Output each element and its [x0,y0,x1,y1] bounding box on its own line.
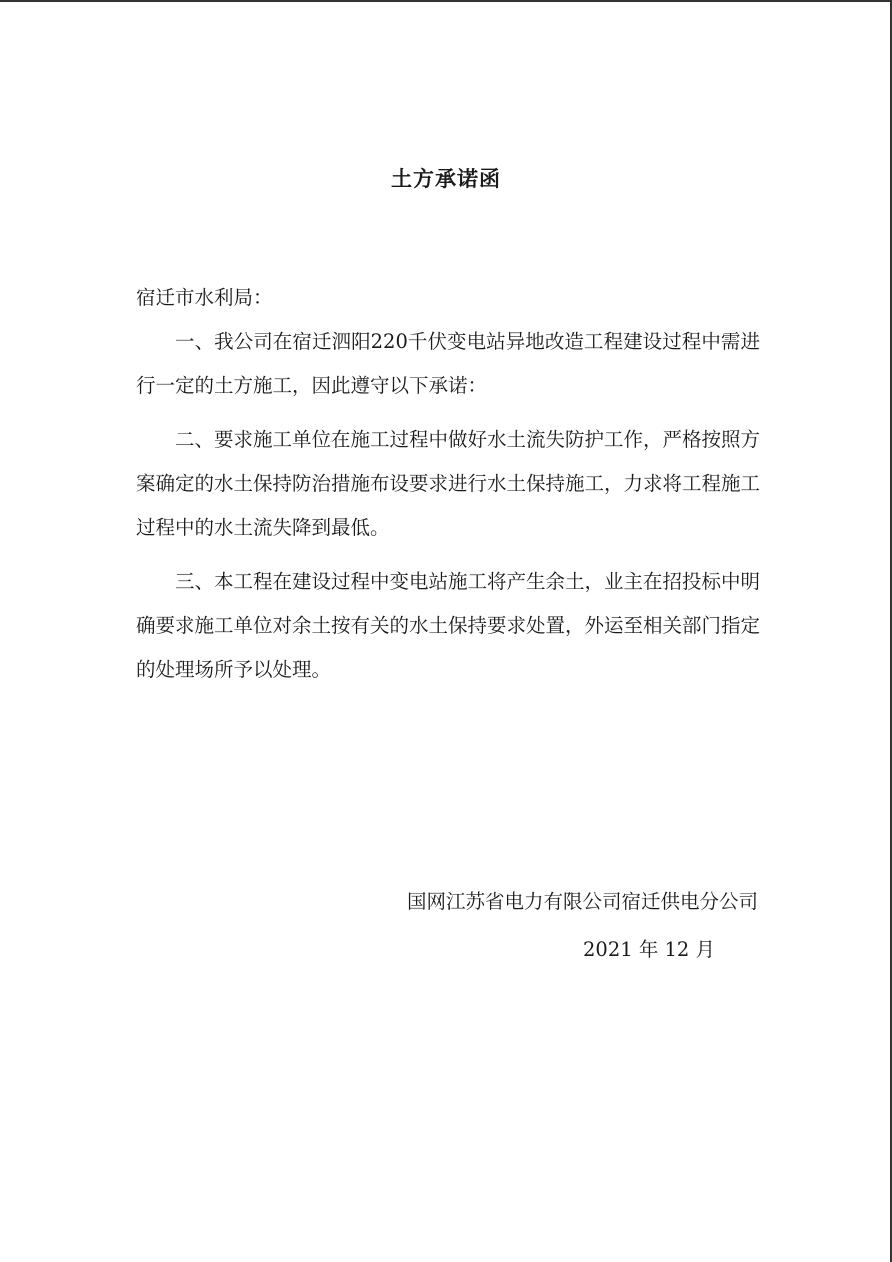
salutation: 宿迁市水利局： [136,286,273,309]
signature-date: 2021 年 12 月 [583,938,716,961]
paragraph-3: 三、本工程在建设过程中变电站施工将产生余土，业主在招投标中明确要求施工单位对余土按有关的水土保持要求处置，外运至相关部门指定的处理场所予以处理。 [136,570,761,681]
document-title: 土方承诺函 [391,167,501,191]
top-border [0,0,892,2]
paragraph-2: 二、要求施工单位在施工过程中做好水土流失防护工作，严格按照方案确定的水土保持防治措施布设要求进行水土保持施工，力求将工程施工过程中的水土流失降到最低。 [136,428,761,539]
signature-organization: 国网江苏省电力有限公司宿迁供电分公司 [406,890,758,913]
paragraph-1: 一、我公司在宿迁泗阳220千伏变电站异地改造工程建设过程中需进行一定的土方施工，因此遵守以下承诺： [136,330,760,397]
